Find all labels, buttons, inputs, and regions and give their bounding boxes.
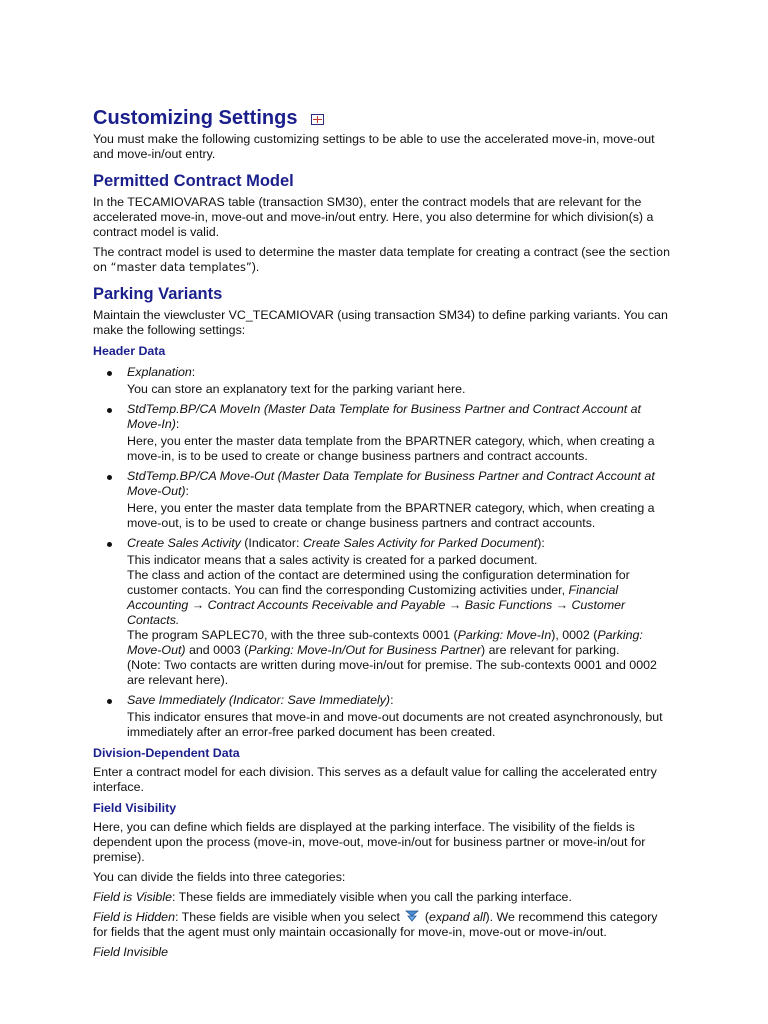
field-hidden-paragraph: Field is Hidden: These fields are visible when you select (expand all). We recommend this category for fields that the agent must only maintain occasionally for move-in, move-out or move-in/out. (93, 910, 658, 939)
document-page (93, 104, 673, 965)
bullet-icon (107, 542, 112, 547)
field-invisible-paragraph: Field Invisible (93, 945, 169, 959)
bullet-icon (107, 475, 112, 480)
division-paragraph: Enter a contract model for each division. This serves as a default value for calling the accelerated entry interface. (93, 765, 657, 794)
intro-paragraph: You must make the following customizing settings to be able to use the accelerated move-in, move-out and move-in/out entry. (93, 132, 655, 161)
heading-parking-variants: Parking Variants (93, 285, 223, 303)
field-visible-paragraph: Field is Visible: These fields are immediately visible when you call the parking interface. (93, 890, 572, 904)
heading-field-visibility: Field Visibility (93, 801, 177, 815)
bullet-icon (107, 408, 112, 413)
expand-all-icon (405, 910, 419, 922)
bullet-icon (107, 699, 112, 704)
field-categories-paragraph: You can divide the fields into three categories: (93, 870, 346, 884)
heading-permitted-contract-model: Permitted Contract Model (93, 172, 294, 190)
master-data-templates-link[interactable]: section on “master data templates” (93, 246, 671, 274)
list-item-save-immediately: Save Immediately (Indicator: Save Immediately): This indicator ensures that move-in and move-out documents are not created asynchronously, but immediately after an error-free parked document has been created. (93, 693, 673, 740)
contract-model-paragraph: In the TECAMIOVARAS table (transaction SM30), enter the contract models that are relevant for the accelerated move-in, move-out and move-in/out entry. Here, you also determine for which division(s) a contract model is valid. (93, 195, 654, 239)
page-title (93, 104, 673, 132)
list-item-create-sales-activity: Create Sales Activity (Indicator: Create Sales Activity for Parked Document): This indicator means that a sales activity is created for a parked document. The class and action of the contact are determined using the configuration determination for customer contacts. You can find the corresponding Customizing activities under, Financial Accounting → Contract Accounts Receivable and Payable → Basic Functions → Customer Contacts. The program SAPLEC70, with the three sub-contexts 0001 (Parking: Move-In), 0002 (Parking: Move-Out) and 0003 (Parking: Move-In/Out for Business Partner) are relevant for parking. (Note: Two contacts are written during move-in/out for premise. The sub-contexts 0001 and 0002 are relevant here). (93, 536, 673, 688)
contract-model-template-paragraph: The contract model is used to determine the master data template for creating a contract (see the section on “master data templates”). (93, 245, 671, 274)
field-visibility-paragraph: Here, you can define which fields are displayed at the parking interface. The visibility of the fields is dependent upon the process (move-in, move-out, move-in/out for business partner or move-in/out for premise). (93, 820, 646, 864)
list-item-stdtemp-moveout: StdTemp.BP/CA Move-Out (Master Data Template for Business Partner and Contract Account at Move-Out): Here, you enter the master data template from the BPARTNER category, which, when creating a move-out, is to be used to create or change business partners and contract accounts. (93, 469, 673, 531)
list-item-explanation: Explanation: You can store an explanatory text for the parking variant here. (93, 365, 673, 397)
parking-variants-paragraph: Maintain the viewcluster VC_TECAMIOVAR (using transaction SM34) to define parking variants. You can make the following settings: (93, 308, 668, 337)
heading-division-dependent-data: Division-Dependent Data (93, 746, 240, 760)
bullet-icon (107, 371, 112, 376)
expand-section-icon[interactable] (311, 114, 324, 125)
list-item-stdtemp-movein: StdTemp.BP/CA MoveIn (Master Data Template for Business Partner and Contract Account at Move-In): Here, you enter the master data template from the BPARTNER category, which, when creating a move-in, is to be used to create or change business partners and contract accounts. (93, 402, 673, 464)
heading-header-data: Header Data (93, 344, 166, 358)
page-title-text: Customizing Settings (93, 107, 298, 129)
header-data-list (93, 365, 673, 740)
